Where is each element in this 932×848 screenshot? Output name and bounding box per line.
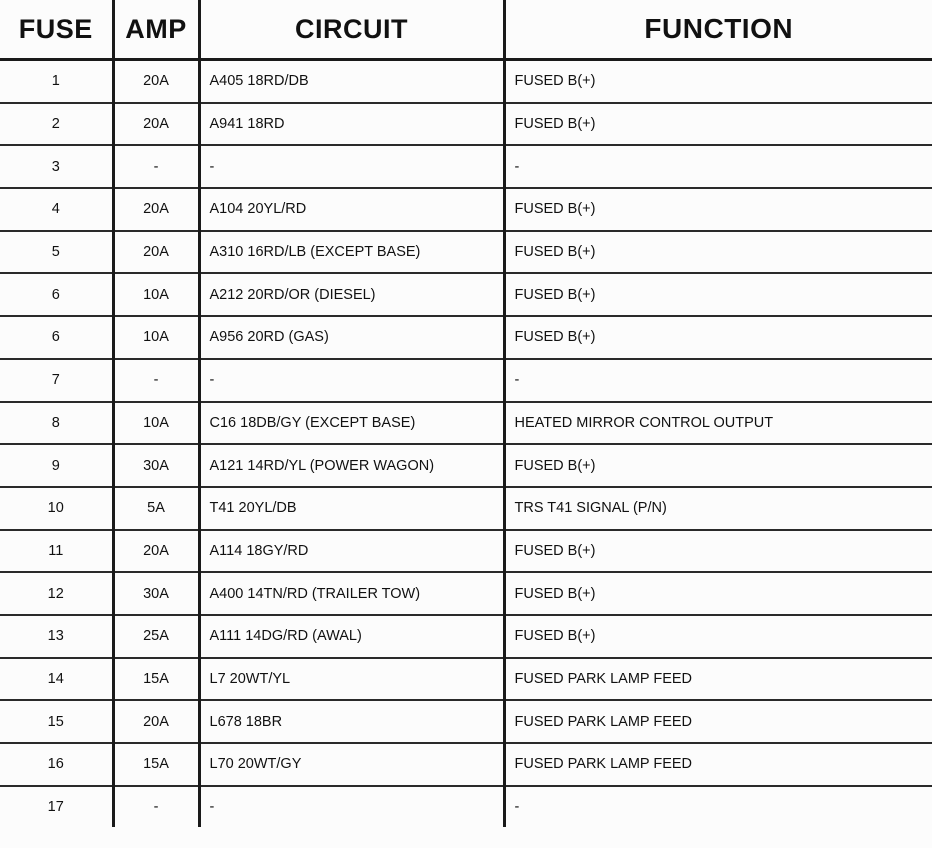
table-row <box>0 316 932 359</box>
amp-cell: 15A <box>113 658 199 701</box>
amp-cell: 25A <box>113 615 199 658</box>
fuse-number-cell: 12 <box>0 572 113 615</box>
function-cell: FUSED PARK LAMP FEED <box>504 743 932 786</box>
function-cell: FUSED B(+) <box>504 273 932 316</box>
function-cell: FUSED B(+) <box>504 572 932 615</box>
amp-cell: 10A <box>113 316 199 359</box>
circuit-cell: L678 18BR <box>199 700 504 743</box>
circuit-cell: - <box>199 359 504 402</box>
amp-column-header: AMP <box>113 0 199 60</box>
table-row <box>0 60 932 103</box>
amp-cell: 20A <box>113 700 199 743</box>
function-cell: TRS T41 SIGNAL (P/N) <box>504 487 932 530</box>
function-cell: FUSED B(+) <box>504 60 932 103</box>
table-row <box>0 786 932 828</box>
circuit-cell: - <box>199 145 504 188</box>
circuit-cell: A121 14RD/YL (POWER WAGON) <box>199 444 504 487</box>
fuse-number-cell: 13 <box>0 615 113 658</box>
fuse-number-cell: 1 <box>0 60 113 103</box>
table-row <box>0 487 932 530</box>
fuse-number-cell: 2 <box>0 103 113 146</box>
circuit-cell: A405 18RD/DB <box>199 60 504 103</box>
fuse-number-cell: 9 <box>0 444 113 487</box>
function-cell: FUSED B(+) <box>504 615 932 658</box>
table-row <box>0 273 932 316</box>
function-cell: - <box>514 799 520 816</box>
fuse-number-cell: 16 <box>0 743 113 786</box>
circuit-cell: A400 14TN/RD (TRAILER TOW) <box>199 572 504 615</box>
function-cell: FUSED B(+) <box>504 444 932 487</box>
circuit-cell: L7 20WT/YL <box>199 658 504 701</box>
circuit-cell: A941 18RD <box>199 103 504 146</box>
function-cell: FUSED B(+) <box>504 231 932 274</box>
fuse-number-cell: 11 <box>0 530 113 573</box>
circuit-cell: C16 18DB/GY (EXCEPT BASE) <box>199 402 504 445</box>
function-cell: - <box>504 145 932 188</box>
table-row <box>0 615 932 658</box>
amp-cell: 20A <box>113 530 199 573</box>
amp-cell: 30A <box>113 444 199 487</box>
fuse-number-cell: 4 <box>0 188 113 231</box>
table-row <box>0 145 932 188</box>
table-row <box>0 658 932 701</box>
fuse-number-cell: 6 <box>0 316 113 359</box>
circuit-cell: T41 20YL/DB <box>199 487 504 530</box>
table-row <box>0 444 932 487</box>
function-column-header: FUNCTION <box>504 0 932 60</box>
amp-cell: 20A <box>113 103 199 146</box>
table-row <box>0 743 932 786</box>
function-cell: FUSED B(+) <box>504 530 932 573</box>
function-cell: HEATED MIRROR CONTROL OUTPUT <box>504 402 932 445</box>
circuit-cell: A956 20RD (GAS) <box>199 316 504 359</box>
fuse-number-cell: 6 <box>0 273 113 316</box>
table-row <box>0 231 932 274</box>
circuit-cell: A104 20YL/RD <box>199 188 504 231</box>
circuit-cell: - <box>199 786 504 828</box>
function-cell: - <box>504 359 932 402</box>
table-row <box>0 103 932 146</box>
fuse-number-cell: 15 <box>0 700 113 743</box>
amp-cell: 30A <box>113 572 199 615</box>
table-row <box>0 188 932 231</box>
table-row <box>0 572 932 615</box>
amp-cell: 20A <box>113 231 199 274</box>
table-row <box>0 402 932 445</box>
amp-cell: - <box>113 145 199 188</box>
function-cell: FUSED PARK LAMP FEED <box>504 658 932 701</box>
circuit-cell: A310 16RD/LB (EXCEPT BASE) <box>199 231 504 274</box>
circuit-cell: L70 20WT/GY <box>199 743 504 786</box>
amp-cell: - <box>113 786 199 828</box>
circuit-cell: A212 20RD/OR (DIESEL) <box>199 273 504 316</box>
table-row <box>0 530 932 573</box>
amp-cell: - <box>113 359 199 402</box>
circuit-cell: A111 14DG/RD (AWAL) <box>199 615 504 658</box>
amp-cell: 5A <box>113 487 199 530</box>
fuse-number-cell: 17 <box>0 786 113 828</box>
amp-cell: 10A <box>113 273 199 316</box>
function-cell: FUSED PARK LAMP FEED <box>504 700 932 743</box>
header-row <box>0 0 932 60</box>
fuse-number-cell: 14 <box>0 658 113 701</box>
fuse-number-cell: 3 <box>0 145 113 188</box>
fuse-number-cell: 7 <box>0 359 113 402</box>
function-cell: FUSED B(+) <box>504 316 932 359</box>
fuse-number-cell: 10 <box>0 487 113 530</box>
fuse-number-cell: 5 <box>0 231 113 274</box>
fuse-column-header: FUSE <box>0 0 113 60</box>
table-row <box>0 700 932 743</box>
circuit-cell: A114 18GY/RD <box>199 530 504 573</box>
function-cell: FUSED B(+) <box>504 188 932 231</box>
function-cell: FUSED B(+) <box>504 103 932 146</box>
table-row <box>0 359 932 402</box>
circuit-column-header: CIRCUIT <box>199 0 504 60</box>
amp-cell: 20A <box>113 60 199 103</box>
amp-cell: 15A <box>113 743 199 786</box>
amp-cell: 10A <box>113 402 199 445</box>
fuse-number-cell: 8 <box>0 402 113 445</box>
amp-cell: 20A <box>113 188 199 231</box>
